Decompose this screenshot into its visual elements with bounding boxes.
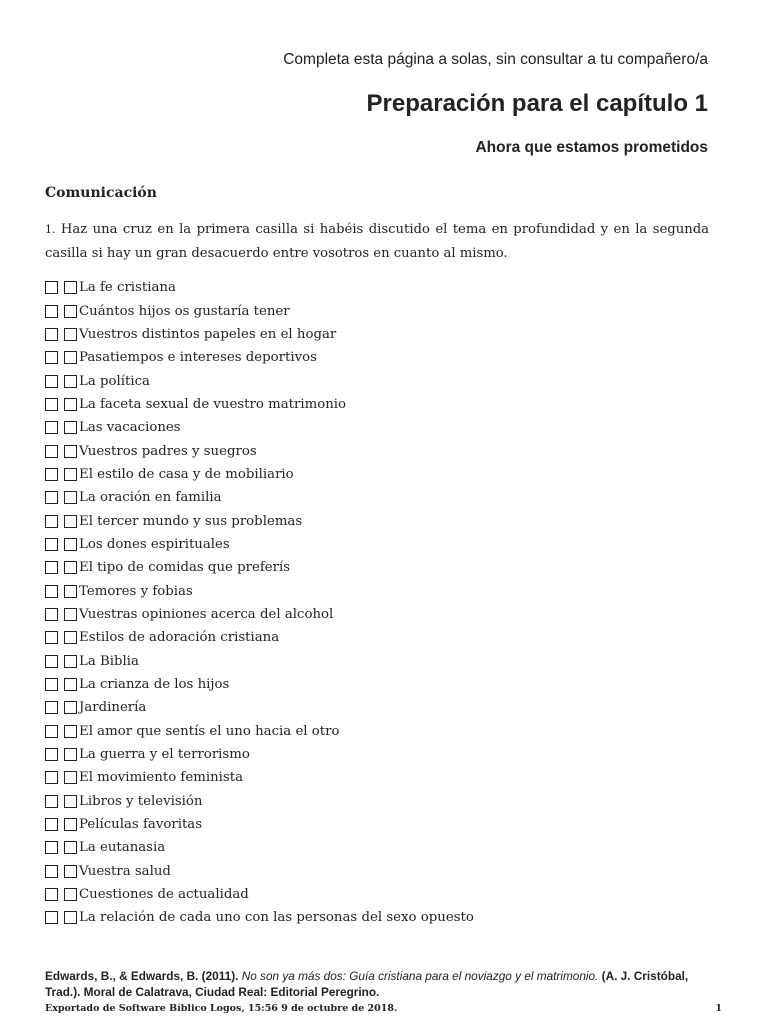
discussed-checkbox[interactable]: [45, 655, 58, 668]
checklist-item: [45, 276, 474, 299]
discussed-checkbox[interactable]: [45, 818, 58, 831]
checklist-item-label: La fe cristiana: [79, 280, 176, 296]
disagreement-checkbox[interactable]: [64, 911, 77, 924]
checklist-item-label: Temores y fobias: [79, 583, 193, 599]
disagreement-checkbox[interactable]: [64, 795, 77, 808]
checklist-item-label: Pasatiempos e intereses deportivos: [79, 350, 317, 366]
disagreement-checkbox[interactable]: [64, 375, 77, 388]
disagreement-checkbox[interactable]: [64, 865, 77, 878]
discussed-checkbox[interactable]: [45, 561, 58, 574]
page-subtitle: Ahora que estamos prometidos: [475, 139, 708, 156]
discussed-checkbox[interactable]: [45, 328, 58, 341]
checklist-item-label: Estilos de adoración cristiana: [79, 630, 280, 646]
discussed-checkbox[interactable]: [45, 771, 58, 784]
discussed-checkbox[interactable]: [45, 748, 58, 761]
checklist-item: [45, 323, 474, 346]
discussed-checkbox[interactable]: [45, 538, 58, 551]
disagreement-checkbox[interactable]: [64, 655, 77, 668]
instruction-text: Haz una cruz en la primera casilla si habéis discutido el tema en profundidad y en la segunda casilla si hay un gran desacuerdo entre vosotros en cuanto al mismo.: [45, 222, 709, 261]
checklist-item-label: La relación de cada uno con las personas del sexo opuesto: [79, 910, 474, 926]
checklist-item-label: Vuestras opiniones acerca del alcohol: [79, 606, 334, 622]
disagreement-checkbox[interactable]: [64, 818, 77, 831]
checklist-item: [45, 790, 474, 813]
checklist-item: [45, 463, 474, 486]
checklist-item: [45, 743, 474, 766]
checklist-item: [45, 509, 474, 532]
checklist-item-label: La política: [79, 373, 150, 389]
disagreement-checkbox[interactable]: [64, 538, 77, 551]
checklist-item-label: Vuestros distintos papeles en el hogar: [79, 326, 337, 342]
checklist-item: [45, 486, 474, 509]
checklist-item: [45, 416, 474, 439]
disagreement-checkbox[interactable]: [64, 515, 77, 528]
discussed-checkbox[interactable]: [45, 631, 58, 644]
discussed-checkbox[interactable]: [45, 911, 58, 924]
disagreement-checkbox[interactable]: [64, 421, 77, 434]
checklist-item: [45, 696, 474, 719]
disagreement-checkbox[interactable]: [64, 725, 77, 738]
disagreement-checkbox[interactable]: [64, 328, 77, 341]
disagreement-checkbox[interactable]: [64, 631, 77, 644]
checklist-item-label: Cuestiones de actualidad: [79, 887, 249, 903]
checklist-item: [45, 766, 474, 789]
citation: [45, 968, 725, 1000]
checklist-item: [45, 860, 474, 883]
checklist-item: [45, 650, 474, 673]
discussed-checkbox[interactable]: [45, 515, 58, 528]
checklist-item: [45, 393, 474, 416]
discussed-checkbox[interactable]: [45, 725, 58, 738]
page-number: 1: [715, 1003, 722, 1014]
checklist-item-label: Cuántos hijos os gustaría tener: [79, 303, 290, 319]
checklist-item-label: Vuestra salud: [79, 863, 171, 879]
disagreement-checkbox[interactable]: [64, 771, 77, 784]
checklist-item-label: La crianza de los hijos: [79, 677, 230, 693]
section-heading: Comunicación: [45, 185, 157, 201]
discussed-checkbox[interactable]: [45, 445, 58, 458]
checklist-item: [45, 533, 474, 556]
checklist-item-label: Los dones espirituales: [79, 536, 230, 552]
discussed-checkbox[interactable]: [45, 351, 58, 364]
disagreement-checkbox[interactable]: [64, 305, 77, 318]
discussed-checkbox[interactable]: [45, 375, 58, 388]
discussed-checkbox[interactable]: [45, 421, 58, 434]
checklist-item: [45, 346, 474, 369]
disagreement-checkbox[interactable]: [64, 468, 77, 481]
checklist-item-label: La eutanasia: [79, 840, 166, 856]
disagreement-checkbox[interactable]: [64, 678, 77, 691]
discussed-checkbox[interactable]: [45, 468, 58, 481]
discussed-checkbox[interactable]: [45, 608, 58, 621]
discussed-checkbox[interactable]: [45, 281, 58, 294]
checklist-item-label: El tercer mundo y sus problemas: [79, 513, 303, 529]
citation-title: No son ya más dos: Guía cristiana para el noviazgo y el matrimonio.: [241, 969, 599, 983]
checklist-item: [45, 369, 474, 392]
disagreement-checkbox[interactable]: [64, 398, 77, 411]
checklist-item: [45, 626, 474, 649]
checklist-item: [45, 673, 474, 696]
discussed-checkbox[interactable]: [45, 305, 58, 318]
export-note: Exportado de Software Bíblico Logos, 15:56 9 de octubre de 2018.: [45, 1003, 398, 1014]
checklist-item: [45, 883, 474, 906]
disagreement-checkbox[interactable]: [64, 608, 77, 621]
page-note: Completa esta página a solas, sin consultar a tu compañero/a: [283, 51, 708, 68]
instruction-paragraph: [45, 218, 709, 266]
discussed-checkbox[interactable]: [45, 678, 58, 691]
disagreement-checkbox[interactable]: [64, 491, 77, 504]
disagreement-checkbox[interactable]: [64, 445, 77, 458]
checklist-item: [45, 603, 474, 626]
checklist-item-label: Jardinería: [79, 700, 147, 716]
disagreement-checkbox[interactable]: [64, 748, 77, 761]
checklist-item-label: El amor que sentís el uno hacia el otro: [79, 723, 340, 739]
discussed-checkbox[interactable]: [45, 491, 58, 504]
checklist-item: [45, 556, 474, 579]
checklist-item: [45, 906, 474, 929]
checklist-item-label: El tipo de comidas que preferís: [79, 560, 291, 576]
discussed-checkbox[interactable]: [45, 701, 58, 714]
topic-checklist: [45, 276, 474, 930]
discussed-checkbox[interactable]: [45, 585, 58, 598]
discussed-checkbox[interactable]: [45, 888, 58, 901]
discussed-checkbox[interactable]: [45, 398, 58, 411]
checklist-item-label: Vuestros padres y suegros: [79, 443, 257, 459]
discussed-checkbox[interactable]: [45, 865, 58, 878]
checklist-item-label: La oración en familia: [79, 490, 222, 506]
checklist-item-label: Las vacaciones: [79, 420, 181, 436]
checklist-item-label: Películas favoritas: [79, 817, 203, 833]
checklist-item-label: El estilo de casa y de mobiliario: [79, 466, 294, 482]
disagreement-checkbox[interactable]: [64, 701, 77, 714]
citation-publication: (A. J. Cristóbal, Trad.). Moral de Calatrava, Ciudad Real: Editorial Peregrino.: [45, 969, 689, 999]
checklist-item-label: La Biblia: [79, 653, 139, 669]
disagreement-checkbox[interactable]: [64, 561, 77, 574]
checklist-item: [45, 720, 474, 743]
discussed-checkbox[interactable]: [45, 795, 58, 808]
disagreement-checkbox[interactable]: [64, 281, 77, 294]
checklist-item: [45, 813, 474, 836]
checklist-item-label: La faceta sexual de vuestro matrimonio: [79, 396, 347, 412]
checklist-item-label: Libros y televisión: [79, 793, 203, 809]
disagreement-checkbox[interactable]: [64, 841, 77, 854]
disagreement-checkbox[interactable]: [64, 585, 77, 598]
page-title: Preparación para el capítulo 1: [366, 90, 708, 117]
disagreement-checkbox[interactable]: [64, 888, 77, 901]
checklist-item: [45, 299, 474, 322]
instruction-number: 1.: [45, 223, 56, 236]
checklist-item: [45, 579, 474, 602]
checklist-item-label: La guerra y el terrorismo: [79, 747, 250, 763]
checklist-item-label: El movimiento feminista: [79, 770, 243, 786]
discussed-checkbox[interactable]: [45, 841, 58, 854]
citation-authors: Edwards, B., & Edwards, B. (2011).: [45, 969, 239, 983]
disagreement-checkbox[interactable]: [64, 351, 77, 364]
checklist-item: [45, 836, 474, 859]
checklist-item: [45, 439, 474, 462]
